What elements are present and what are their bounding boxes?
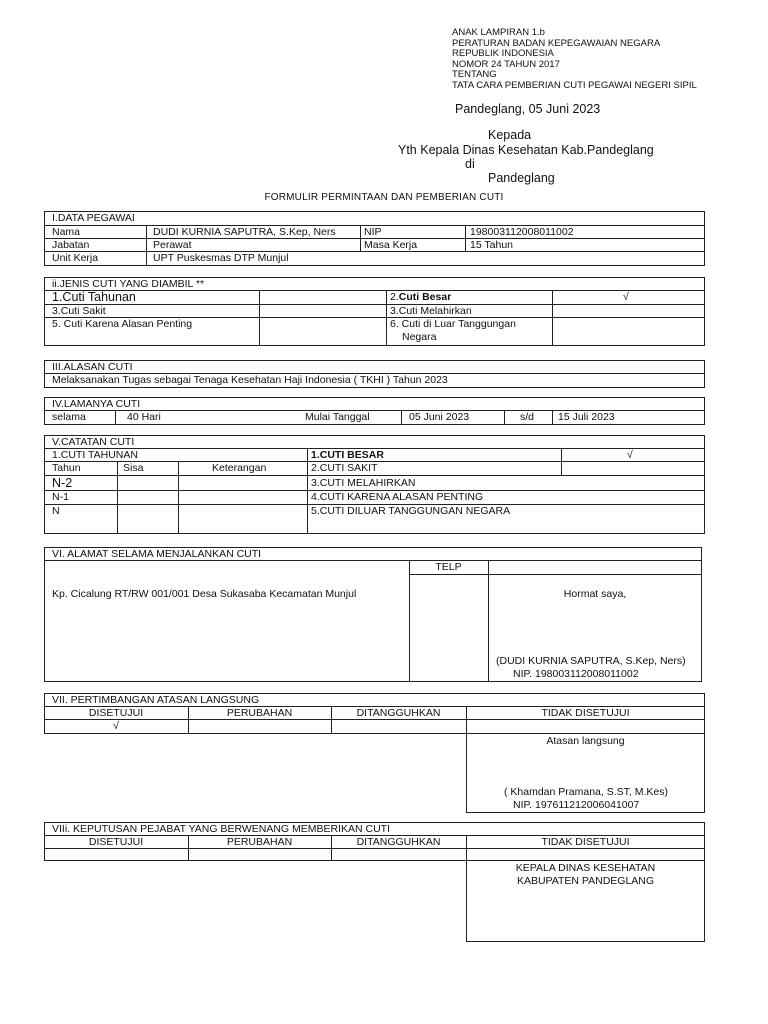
label-nama: Nama (52, 226, 81, 238)
header-line: TENTANG (452, 69, 497, 81)
section-title: VI. ALAMAT SELAMA MENJALANKAN CUTI (52, 548, 262, 560)
column-tahun: Tahun (52, 462, 81, 474)
column-tidak-disetujui: TIDAK DISETUJUI (541, 707, 630, 719)
year-n-2: N-2 (52, 476, 73, 490)
attachment-header (452, 28, 697, 92)
check-mark: √ (623, 291, 629, 303)
kepada: Kepada (488, 128, 532, 142)
label-jabatan: Jabatan (52, 239, 90, 251)
column-tidak-disetujui: TIDAK DISETUJUI (541, 836, 630, 848)
label-nip: NIP (364, 226, 382, 238)
leave-reason: Melaksanakan Tugas sebagai Tenaga Kesehatan Haji Indonesia ( TKHI ) Tahun 2023 (52, 374, 448, 386)
recipient: Yth Kepala Dinas Kesehatan Kab.Pandeglang (398, 143, 654, 157)
value-masa-kerja: 15 Tahun (470, 239, 514, 251)
column-perubahan: PERUBAHAN (226, 836, 293, 848)
column-ditangguhkan: DITANGGUHKAN (356, 707, 441, 719)
leave-type-sakit: 3.Cuti Sakit (52, 305, 106, 317)
label-mulai-tanggal: Mulai Tanggal (305, 411, 370, 423)
check-mark: √ (627, 449, 633, 461)
record-cuti-diluar-tanggungan: 5.CUTI DILUAR TANGGUNGAN NEGARA (311, 505, 511, 517)
column-disetujui: DISETUJUI (88, 707, 144, 719)
column-disetujui: DISETUJUI (88, 836, 144, 848)
value-mulai-tanggal: 05 Juni 2023 (409, 411, 470, 423)
leave-type-alasan-penting: 5. Cuti Karena Alasan Penting (52, 318, 193, 330)
label-sd: s/d (520, 411, 535, 423)
recipient-city: Pandeglang (488, 171, 555, 185)
label-atasan-langsung: Atasan langsung (546, 735, 625, 747)
section-title: IV.LAMANYA CUTI (52, 398, 141, 410)
value-selama: 40 Hari (127, 411, 161, 423)
value-nip: 198003112008011002 (470, 226, 574, 238)
year-n-1: N-1 (52, 491, 69, 503)
supervisor-name: ( Khamdan Pramana, S.ST, M.Kes) (504, 786, 668, 798)
section-title: III.ALASAN CUTI (52, 361, 133, 373)
label-telp: TELP (435, 561, 462, 573)
header-line: PERATURAN BADAN KEPEGAWAIAN NEGARA (452, 37, 661, 49)
supervisor-nip: NIP. 197611212006041007 (513, 799, 640, 811)
column-keterangan: Keterangan (212, 462, 267, 474)
value-unit-kerja: UPT Puskesmas DTP Munjul (153, 252, 289, 264)
section-title: VIIi. KEPUTUSAN PEJABAT YANG BERWENANG MEMBERIKAN CUTI (52, 823, 391, 835)
official-title-line1: KEPALA DINAS KESEHATAN (515, 862, 656, 874)
applicant-nip: NIP. 198003112008011002 (513, 668, 639, 680)
label-unit-kerja: Unit Kerja (52, 252, 99, 264)
section-title: ii.JENIS CUTI YANG DIAMBIL ** (52, 278, 205, 290)
label-masa-kerja: Masa Kerja (364, 239, 418, 251)
closing-hormat-saya: Hormat saya, (563, 588, 627, 600)
label-selama: selama (52, 411, 86, 423)
leave-type-tahunan: 1.Cuti Tahunan (52, 290, 136, 304)
section-title: I.DATA PEGAWAI (52, 212, 135, 224)
check-mark: √ (113, 720, 119, 732)
record-cuti-alasan-penting: 4.CUTI KARENA ALASAN PENTING (311, 491, 484, 503)
record-cuti-sakit: 2.CUTI SAKIT (311, 462, 378, 474)
header-line: REPUBLIK INDONESIA (452, 48, 554, 60)
leave-type-besar (390, 291, 451, 304)
year-n: N (52, 505, 60, 517)
column-perubahan: PERUBAHAN (226, 707, 293, 719)
record-cuti-melahirkan: 3.CUTI MELAHIRKAN (311, 477, 416, 489)
leave-type-label: Cuti Besar (398, 291, 452, 303)
header-line: TATA CARA PEMBERIAN CUTI PEGAWAI NEGERI SIPIL (452, 79, 697, 91)
form-title: FORMULIR PERMINTAAN DAN PEMBERIAN CUTI (264, 192, 504, 203)
leave-type-luar-tanggungan: 6. Cuti di Luar Tanggungan (390, 318, 516, 330)
record-cuti-tahunan: 1.CUTI TAHUNAN (52, 449, 138, 461)
column-sisa: Sisa (123, 462, 144, 474)
di: di (465, 157, 475, 171)
value-jabatan: Perawat (153, 239, 192, 251)
section-title: V.CATATAN CUTI (52, 436, 135, 448)
record-cuti-besar: 1.CUTI BESAR (311, 449, 384, 461)
place-date: Pandeglang, 05 Juni 2023 (455, 102, 601, 116)
header-line: ANAK LAMPIRAN 1.b (452, 27, 545, 38)
leave-type-luar-tanggungan-cont: Negara (402, 331, 437, 343)
applicant-signature-name: (DUDI KURNIA SAPUTRA, S.Kep, Ners) (496, 655, 686, 667)
section-title: VII. PERTIMBANGAN ATASAN LANGSUNG (52, 694, 260, 706)
value-sampai: 15 Juli 2023 (558, 411, 615, 423)
header-line: NOMOR 24 TAHUN 2017 (452, 58, 560, 70)
leave-address: Kp. Cicalung RT/RW 001/001 Desa Sukasaba Kecamatan Munjul (52, 588, 357, 600)
leave-type-melahirkan: 3.Cuti Melahirkan (390, 305, 472, 317)
column-ditangguhkan: DITANGGUHKAN (356, 836, 441, 848)
official-title-line2: KABUPATEN PANDEGLANG (516, 875, 655, 887)
leave-type-number: 2. (390, 291, 399, 303)
value-nama: DUDI KURNIA SAPUTRA, S.Kep, Ners (153, 226, 336, 238)
